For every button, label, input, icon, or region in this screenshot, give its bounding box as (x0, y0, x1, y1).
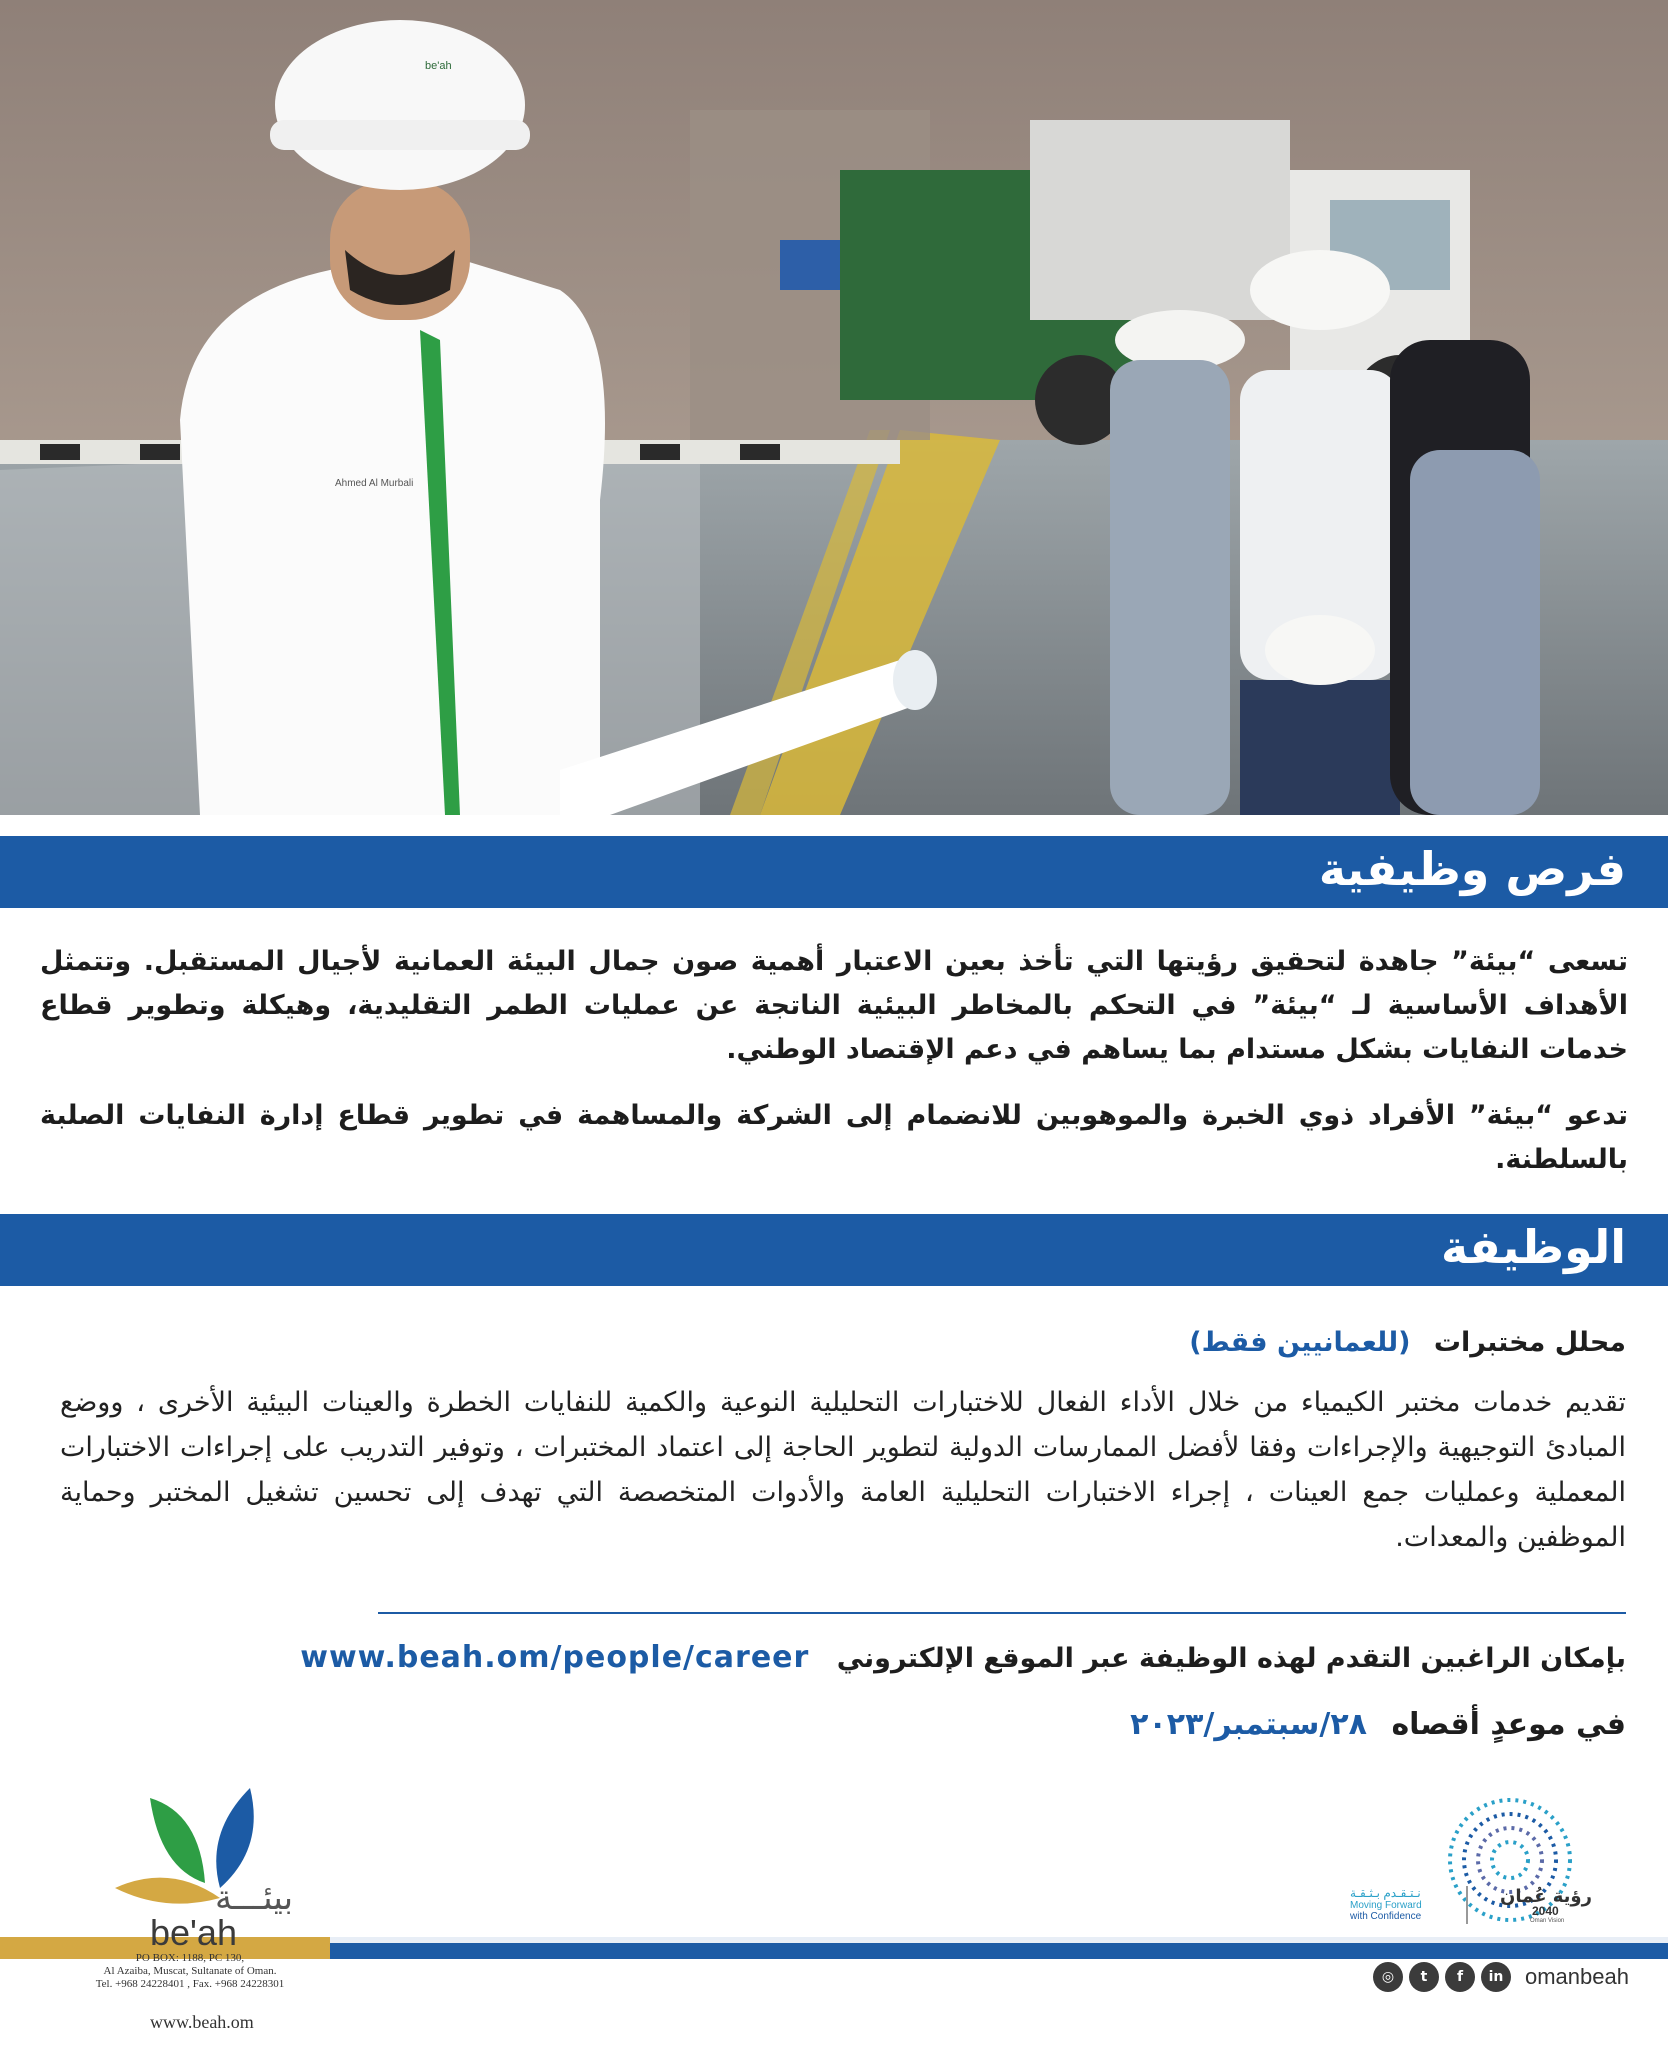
section-heading-job: الوظيفة (1441, 1220, 1626, 1274)
social-links (1373, 1962, 1629, 1992)
helmet-logo-text: be'ah (425, 60, 452, 72)
job-title-line (1189, 1327, 1626, 1358)
facebook-icon[interactable]: f (1445, 1962, 1475, 1992)
job-title: محلل مختبرات (1433, 1327, 1626, 1358)
intro-paragraph: تسعى “بيئة” جاهدة لتحقيق رؤيتها التي تأخذ بعين الاعتبار أهمية صون جمال البيئة العمانية لأجيال المستقبل. وتتمثل الأهداف الأساسية لـ “بيئة” في التحكم بالمخاطر البيئية الناتجة عن عمليات الطمر التقليدية، وهيكلة وتطوير قطاع خدمات النفايات بشكل مستدام بما يساهم في دعم الإقتصاد الوطني. (40, 946, 1628, 1065)
instagram-icon[interactable]: ◎ (1373, 1962, 1403, 1992)
twitter-icon[interactable]: t (1409, 1962, 1439, 1992)
badge-name: Ahmed Al Murbali (335, 478, 414, 489)
apply-line (300, 1640, 1626, 1675)
section-heading-opportunities: فرص وظيفية (1318, 842, 1626, 896)
vision-tagline (1350, 1886, 1460, 1922)
address-line: Al Azaiba, Muscat, Sultanate of Oman. (103, 1965, 277, 1977)
tagline-english-1: Moving Forward (1350, 1900, 1422, 1911)
company-address (60, 1952, 320, 1991)
section-banner-job (0, 1214, 1668, 1286)
logo-latin-text: be'ah (150, 1912, 237, 1953)
career-url-link[interactable]: www.beah.om/people/career (300, 1640, 810, 1675)
social-handle[interactable]: omanbeah (1525, 1964, 1629, 1989)
invitation-paragraph: تدعو “بيئة” الأفراد ذوي الخبرة والموهوبين للانضمام إلى الشركة والمساهمة في تطوير قطاع إدارة النفايات الصلبة بالسلطنة. (40, 1100, 1628, 1175)
deadline-line (1130, 1707, 1626, 1742)
vision-subtitle: Oman Vision (1530, 1918, 1565, 1924)
footer-website[interactable]: www.beah.om (150, 2012, 254, 2032)
address-line: PO BOX: 1188, PC 130, (135, 1952, 245, 1964)
tagline-arabic: نـتـقـدم بـثـقـة (1350, 1886, 1421, 1900)
hero-photo-illustration (0, 0, 1668, 815)
divider (378, 1612, 1626, 1614)
address-line: Tel. +968 24228401 , Fax. +968 24228301 (95, 1978, 285, 1990)
job-description: تقديم خدمات مختبر الكيمياء من خلال الأداء الفعال للاختبارات التحليلية النوعية والكمية للنفايات الخطرة والعينات البيئية الأخرى ، ووضع المبادئ التوجيهية والإجراءات وفقا لأفضل الممارسات الدولية لتطوير الحاجة إلى اعتماد المختبرات ، وتوفير التدريب على إجراءات الاختبارات المعملية وعمليات جمع العينات ، إجراء الاختبارات التحليلية العامة والأدوات المتخصصة التي تهدف إلى تحسين تشغيل المختبر وحماية الموظفين والمعدات. (60, 1387, 1626, 1553)
logo-arabic-text: بيئـــة (215, 1878, 294, 1918)
linkedin-icon[interactable]: in (1481, 1962, 1511, 1992)
tagline-english-2: with Confidence (1350, 1911, 1422, 1922)
hero-photo (0, 0, 1668, 815)
vision-arabic: رؤية عُمان (1500, 1886, 1592, 1907)
job-eligibility-note: (للعمانيين فقط) (1189, 1327, 1411, 1358)
deadline-label: في موعدٍ أقصاه (1391, 1707, 1626, 1742)
apply-text: بإمكان الراغبين التقدم لهذه الوظيفة عبر الموقع الإلكتروني (836, 1643, 1626, 1674)
deadline-date: ٢٨/سبتمبر/٢٠٢٣ (1130, 1707, 1367, 1742)
vision-year: 2040 (1532, 1904, 1559, 1918)
section-banner-opportunities (0, 836, 1668, 908)
vision-separator (1466, 1886, 1468, 1924)
